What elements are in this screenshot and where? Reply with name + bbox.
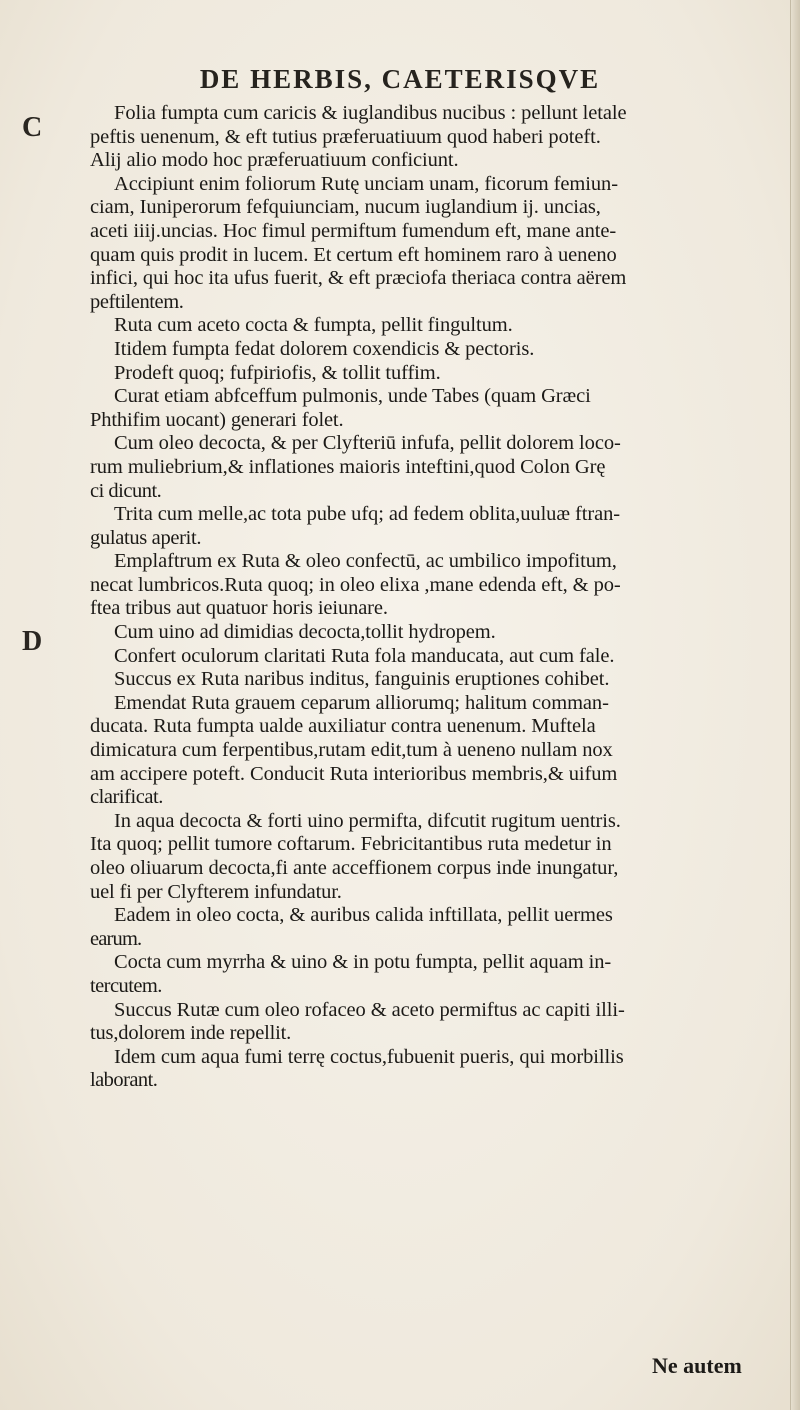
text-line: ci dicunt. bbox=[90, 479, 162, 502]
text-line: Trita cum melle,ac tota pube ufq; ad fedem oblita,uuluæ ftran- bbox=[114, 503, 621, 526]
text-line: Phthifim uocant) generari folet. bbox=[90, 408, 344, 431]
text-line: Ita quoq; pellit tumore coftarum. Febricitantibus ruta medetur in bbox=[90, 833, 612, 856]
text-line: am accipere poteft. Conducit Ruta interioribus membris,& uifum bbox=[90, 762, 618, 785]
text-line: Prodeft quoq; fufpiriofis, & tollit tuffim. bbox=[114, 361, 441, 384]
text-line: In aqua decocta & forti uino permifta, difcutit rugitum uentris. bbox=[114, 809, 621, 832]
text-line: ducata. Ruta fumpta ualde auxiliatur contra uenenum. Muftela bbox=[90, 715, 596, 738]
margin-letter-c: C bbox=[22, 112, 43, 143]
text-line: clarificat. bbox=[90, 786, 163, 809]
text-line: peftis uenenum, & eft tutius præferuatiuum quod haberi poteft. bbox=[90, 125, 601, 148]
text-line: aceti iiij.uncias. Hoc fimul permiftum fumendum eft, mane ante- bbox=[90, 219, 617, 242]
text-line: Emplaftrum ex Ruta & oleo confectū, ac umbilico impofitum, bbox=[114, 550, 617, 573]
text-line: Cum uino ad dimidias decocta,tollit hydropem. bbox=[114, 621, 496, 644]
text-line: Cum oleo decocta, & per Clyfteriū infufa, pellit dolorem loco- bbox=[114, 432, 621, 455]
running-head: DE HERBIS, CAETERISQVE bbox=[199, 64, 601, 94]
text-line: gulatus aperit. bbox=[90, 526, 202, 549]
text-line: Idem cum aqua fumi terrę coctus,fubuenit pueris, qui morbillis bbox=[114, 1045, 624, 1068]
text-line: Folia fumpta cum caricis & iuglandibus nucibus : pellunt letale bbox=[114, 102, 627, 124]
text-line: necat lumbricos.Ruta quoq; in oleo elixa ,mane edenda eft, & po- bbox=[90, 573, 621, 596]
text-line: peftilentem. bbox=[90, 290, 184, 313]
text-line: Emendat Ruta grauem ceparum alliorumq; halitum comman- bbox=[114, 691, 609, 714]
text-line: Itidem fumpta fedat dolorem coxendicis & pectoris. bbox=[114, 337, 535, 360]
text-line: ciam, Iuniperorum fefquiunciam, nucum iuglandium ij. uncias, bbox=[90, 196, 601, 219]
text-line: Ruta cum aceto cocta & fumpta, pellit fingultum. bbox=[114, 314, 513, 337]
text-line: ftea tribus aut quatuor horis ieiunare. bbox=[90, 597, 388, 620]
text-line: Accipiunt enim foliorum Rutę unciam unam, ficorum femiun- bbox=[114, 172, 618, 195]
text-line: Succus Rutæ cum oleo rofaceo & aceto permiftus ac capiti illi- bbox=[114, 998, 625, 1021]
text-line: tercutem. bbox=[90, 974, 162, 997]
text-line: dimicatura cum ferpentibus,rutam edit,tum à ueneno nullam nox bbox=[90, 739, 613, 762]
text-line: Eadem in oleo cocta, & auribus calida inftillata, pellit uermes bbox=[114, 904, 613, 927]
text-line: rum muliebrium,& inflationes maioris inteftini,quod Colon Grę bbox=[90, 455, 606, 478]
text-line: laborant. bbox=[90, 1069, 158, 1092]
text-line: Alij alio modo hoc præferuatiuum conficiunt. bbox=[90, 149, 459, 172]
text-line: oleo oliuarum decocta,fi ante acceffionem corpus inde inungatur, bbox=[90, 857, 619, 879]
text-line: earum. bbox=[90, 927, 142, 950]
catchword: Ne autem bbox=[652, 1353, 742, 1378]
text-line: Confert oculorum claritati Ruta fola manducata, aut cum fale. bbox=[114, 644, 615, 667]
text-line: infici, qui hoc ita ufus fuerit, & eft præciofa theriaca contra aërem bbox=[90, 267, 627, 290]
margin-letter-d: D bbox=[22, 626, 43, 657]
text-line: quam quis prodit in lucem. Et certum eft hominem raro à ueneno bbox=[90, 243, 617, 266]
text-block bbox=[90, 102, 795, 1093]
text-line: Cocta cum myrrha & uino & in potu fumpta, pellit aquam in- bbox=[114, 951, 612, 974]
text-line: Curat etiam abfceffum pulmonis, unde Tabes (quam Græci bbox=[114, 385, 591, 408]
text-line: Succus ex Ruta naribus inditus, fanguinis eruptiones cohibet. bbox=[114, 668, 610, 691]
text-line: uel fi per Clyfterem infundatur. bbox=[90, 880, 342, 903]
text-line: tus,dolorem inde repellit. bbox=[90, 1022, 292, 1045]
